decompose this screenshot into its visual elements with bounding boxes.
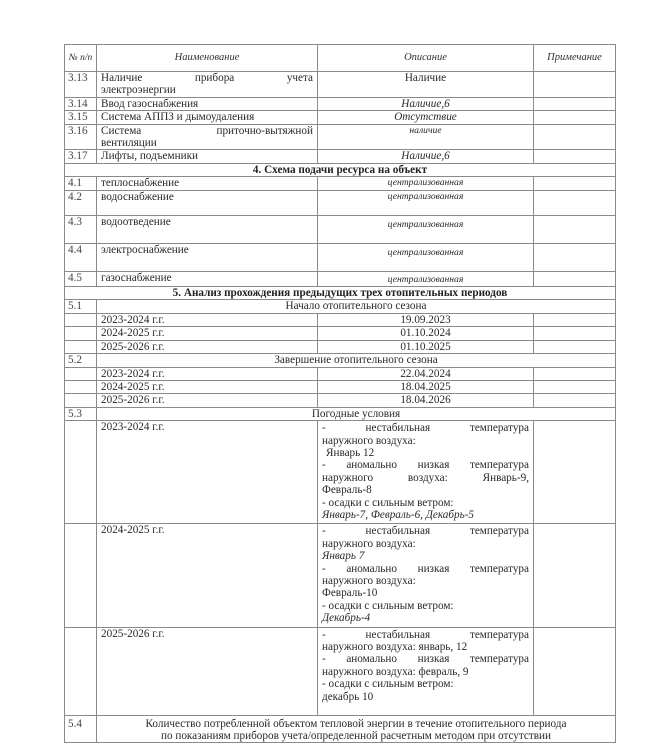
weather-line: - осадки с сильным ветром: — [322, 496, 454, 509]
section-header-row — [65, 287, 616, 300]
row-description: централизованная — [318, 243, 534, 271]
row-name-line: Наличие прибора учета — [101, 72, 313, 84]
row-num — [65, 627, 97, 715]
row-name — [97, 72, 318, 98]
row-description: централизованная — [318, 215, 534, 243]
subsection-row — [65, 407, 616, 420]
table-row — [65, 394, 616, 407]
weather-line: наружного воздуха: февраль, 9 — [322, 665, 469, 678]
subsection-title: Завершение отопительного сезона — [97, 354, 616, 367]
subsection-row — [65, 300, 616, 313]
weather-line: наружного воздуха: — [322, 575, 416, 587]
table-row — [65, 715, 616, 743]
row-period: 2025-2026 г.г. — [97, 340, 318, 353]
row-num: 5.1 — [65, 300, 97, 313]
table-row — [65, 215, 616, 243]
weather-line: наружного воздуха: — [322, 537, 416, 550]
weather-description — [318, 421, 534, 524]
row-period: 2023-2024 г.г. — [97, 313, 318, 326]
table-row — [65, 271, 616, 286]
row-note — [534, 421, 616, 524]
row-num: 4.5 — [65, 271, 97, 286]
row-num: 3.16 — [65, 124, 97, 150]
table-row — [65, 150, 616, 163]
table-row — [65, 243, 616, 271]
table-row — [65, 72, 616, 98]
weather-description — [318, 627, 534, 715]
weather-row — [65, 421, 616, 524]
row-num — [65, 380, 97, 393]
table-row — [65, 327, 616, 340]
table-row — [65, 313, 616, 326]
row-5-4-text — [97, 715, 616, 743]
weather-line: - аномально низкая температура — [322, 459, 529, 472]
object-passport-table — [64, 44, 616, 743]
weather-line: - аномально низкая температура — [322, 562, 529, 575]
weather-line: Февраль-10 — [322, 587, 378, 600]
row-name: водоотведение — [97, 215, 318, 243]
row-num — [65, 524, 97, 627]
row-num: 3.15 — [65, 111, 97, 124]
header-note: Примечание — [534, 45, 616, 72]
row-name — [97, 124, 318, 150]
row-num — [65, 421, 97, 524]
weather-line: декабрь 10 — [322, 690, 374, 703]
header-description: Описание — [318, 45, 534, 72]
row-note — [534, 97, 616, 110]
row-name: электроснабжение — [97, 243, 318, 271]
weather-line: - нестабильная температура — [322, 525, 529, 538]
row-note — [534, 313, 616, 326]
table-row — [65, 367, 616, 380]
row-period: 2023-2024 г.г. — [97, 367, 318, 380]
row-date: 18.04.2025 — [318, 380, 534, 393]
row-description: централизованная — [318, 271, 534, 286]
row-num: 4.3 — [65, 215, 97, 243]
row-note — [534, 215, 616, 243]
row-num: 5.2 — [65, 354, 97, 367]
weather-line: Январь-7, Февраль-6, Декабрь-5 — [322, 508, 475, 521]
row-description: централизованная — [318, 177, 534, 190]
row-description: централизованная — [318, 190, 534, 215]
row-note — [534, 271, 616, 286]
row-num — [65, 313, 97, 326]
row-note — [534, 150, 616, 163]
weather-line: Январь 7 — [322, 550, 365, 563]
subsection-title: Погодные условия — [97, 407, 616, 420]
header-name: Наименование — [97, 45, 318, 72]
weather-line: - осадки с сильным ветром: — [322, 599, 454, 612]
row-num: 3.17 — [65, 150, 97, 163]
row-num — [65, 340, 97, 353]
table-row — [65, 190, 616, 215]
section-4-title: 4. Схема подачи ресурса на объект — [65, 163, 616, 176]
row-period: 2025-2026 г.г. — [97, 627, 318, 715]
row-num: 3.14 — [65, 97, 97, 110]
row-date: 18.04.2026 — [318, 394, 534, 407]
weather-row — [65, 627, 616, 715]
subsection-row — [65, 354, 616, 367]
row-note — [534, 394, 616, 407]
weather-row — [65, 524, 616, 627]
row-num: 4.2 — [65, 190, 97, 215]
row-name-line: Система приточно-вытяжной — [101, 124, 313, 137]
row-num: 3.13 — [65, 72, 97, 98]
row-name-line: вентиляции — [101, 137, 157, 150]
row-num: 4.4 — [65, 243, 97, 271]
row-name: газоснабжение — [97, 271, 318, 286]
row-name: Лифты, подъемники — [97, 150, 318, 163]
row-period: 2024-2025 г.г. — [97, 524, 318, 627]
row-num — [65, 394, 97, 407]
table-header-row — [65, 45, 616, 72]
weather-line: наружного воздуха: январь, 12 — [322, 641, 468, 654]
row-description: Наличие,6 — [318, 97, 534, 110]
row-name-line: электроэнергии — [101, 84, 176, 97]
row-description: Наличие — [318, 72, 534, 98]
document-page — [64, 44, 615, 743]
row-num: 5.4 — [65, 715, 97, 743]
row-num — [65, 367, 97, 380]
row-note — [534, 524, 616, 627]
row-num: 4.1 — [65, 177, 97, 190]
row-date: 01.10.2025 — [318, 340, 534, 353]
weather-line: - аномально низкая температура — [322, 653, 529, 666]
row-note — [534, 177, 616, 190]
table-row — [65, 340, 616, 353]
weather-line: Декабрь-4 — [322, 612, 371, 625]
weather-line: - осадки с сильным ветром: — [322, 678, 454, 691]
row-note — [534, 340, 616, 353]
table-row — [65, 111, 616, 124]
text-line: по показаниям приборов учета/определенной расчетным методом при отсутствии — [160, 730, 552, 743]
weather-line: - нестабильная температура — [322, 628, 529, 641]
row-description: наличие — [318, 124, 534, 150]
row-description: Отсутствие — [318, 111, 534, 124]
row-name: Ввод газоснабжения — [97, 97, 318, 110]
row-note — [534, 111, 616, 124]
row-note — [534, 627, 616, 715]
row-note — [534, 124, 616, 150]
row-date: 19.09.2023 — [318, 313, 534, 326]
table-row — [65, 380, 616, 393]
row-period: 2023-2024 г.г. — [97, 421, 318, 524]
row-date: 22.04.2024 — [318, 367, 534, 380]
row-note — [534, 72, 616, 98]
row-note — [534, 190, 616, 215]
weather-line: Февраль-8 — [322, 484, 372, 497]
weather-line: наружного воздуха: Январь-9, — [322, 471, 529, 484]
header-num: № п/п — [65, 45, 97, 72]
row-num — [65, 327, 97, 340]
row-name: Система АППЗ и дымоудаления — [97, 111, 318, 124]
row-name: водоснабжение — [97, 190, 318, 215]
table-row — [65, 97, 616, 110]
table-row — [65, 177, 616, 190]
row-period: 2024-2025 г.г. — [97, 327, 318, 340]
row-note — [534, 327, 616, 340]
row-note — [534, 380, 616, 393]
row-description: Наличие,6 — [318, 150, 534, 163]
row-period: 2024-2025 г.г. — [97, 380, 318, 393]
subsection-title: Начало отопительного сезона — [97, 300, 616, 313]
table-row — [65, 124, 616, 150]
weather-line: наружного воздуха: — [322, 434, 416, 447]
row-note — [534, 243, 616, 271]
weather-line: Январь 12 — [326, 446, 375, 459]
section-header-row — [65, 163, 616, 176]
row-period: 2025-2026 г.г. — [97, 394, 318, 407]
text-line: Количество потребленной объектом тепловой энергии в течение отопительного периода — [145, 717, 567, 730]
row-date: 01.10.2024 — [318, 327, 534, 340]
row-num: 5.3 — [65, 407, 97, 420]
section-5-title: 5. Анализ прохождения предыдущих трех отопительных периодов — [65, 287, 616, 300]
weather-description — [318, 524, 534, 627]
weather-line: - нестабильная температура — [322, 422, 529, 435]
row-name: теплоснабжение — [97, 177, 318, 190]
row-note — [534, 367, 616, 380]
